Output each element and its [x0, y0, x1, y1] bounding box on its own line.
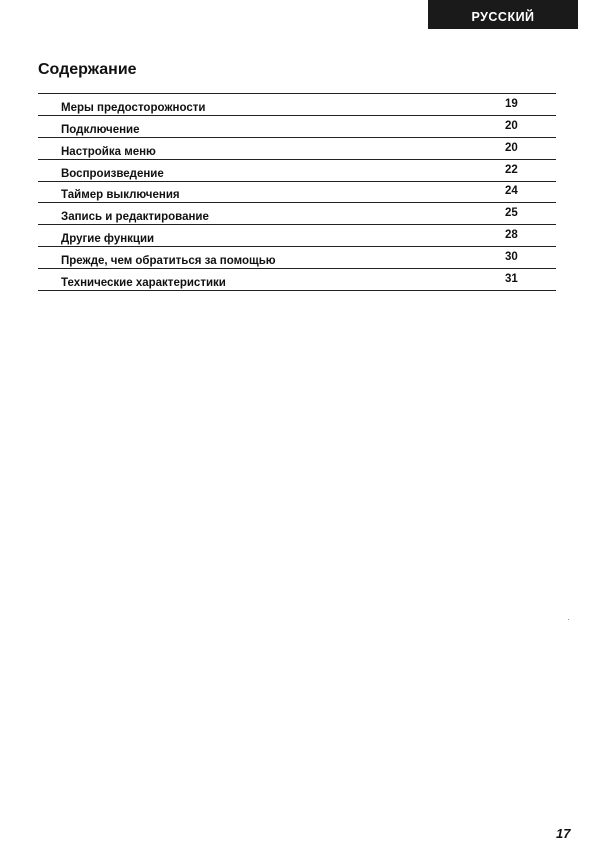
- toc-row[interactable]: [38, 182, 556, 204]
- toc-entry-page: 22: [505, 163, 518, 176]
- toc-entry-label: Настройка меню: [61, 145, 156, 158]
- page-title: Содержание: [38, 61, 137, 78]
- toc-row[interactable]: [38, 247, 556, 269]
- toc-row[interactable]: [38, 116, 556, 138]
- toc-entry-label: Другие функции: [61, 233, 155, 246]
- toc-row[interactable]: [38, 269, 556, 291]
- toc-row[interactable]: [38, 203, 556, 225]
- toc-row[interactable]: [38, 225, 556, 247]
- toc-entry-page: 28: [505, 229, 518, 242]
- toc-entry-page: 24: [505, 185, 518, 198]
- toc-row[interactable]: [38, 94, 556, 116]
- toc-entry-label: Запись и редактирование: [61, 211, 209, 224]
- toc-entry-page: 20: [505, 119, 518, 132]
- toc-entry-label: Подключение: [61, 123, 140, 136]
- toc-entry-label: Прежде, чем обратиться за помощью: [61, 255, 276, 268]
- page-number: 17: [556, 826, 571, 841]
- toc-entry-label: Технические характеристики: [61, 277, 226, 290]
- toc-entry-page: 31: [505, 273, 518, 286]
- toc-entry-page: 20: [505, 141, 518, 154]
- toc-entry-label: Воспроизведение: [61, 167, 164, 180]
- toc-entry-label: Меры предосторожности: [61, 101, 206, 114]
- toc-entry-page: 19: [505, 97, 518, 110]
- toc-row[interactable]: [38, 160, 556, 182]
- toc-entry-page: 25: [505, 207, 518, 220]
- language-tab: РУССКИЙ: [428, 0, 578, 29]
- scan-speck: [568, 619, 569, 620]
- table-of-contents: [38, 93, 556, 291]
- toc-entry-label: Таймер выключения: [61, 189, 180, 202]
- toc-row[interactable]: [38, 138, 556, 160]
- toc-entry-page: 30: [505, 251, 518, 264]
